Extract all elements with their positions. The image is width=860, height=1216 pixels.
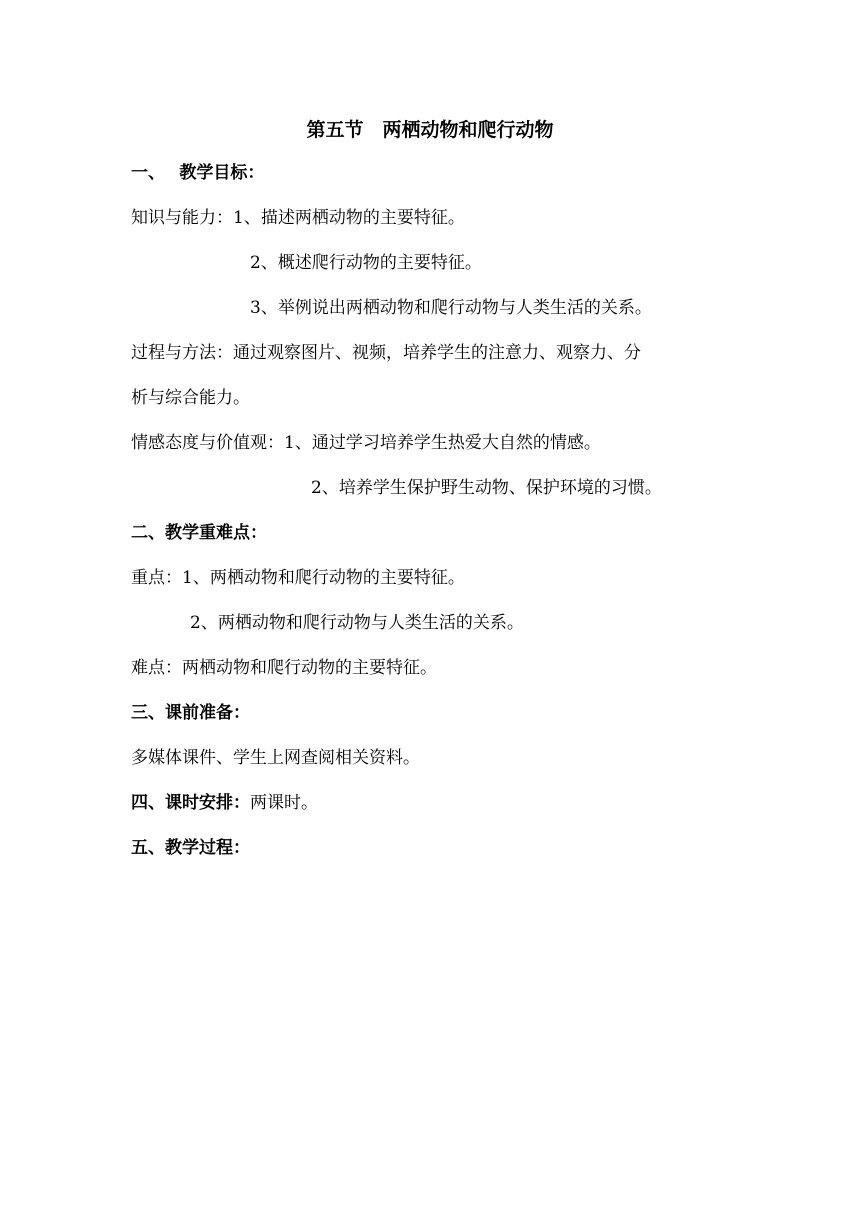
objective-emotion-1: 情感态度与价值观：1、通过学习培养学生热爱大自然的情感。 <box>131 433 601 453</box>
objective-knowledge-1: 知识与能力：1、描述两栖动物的主要特征。 <box>131 208 465 228</box>
document-title: 第五节 两栖动物和爬行动物 <box>306 119 554 141</box>
key-point-2: 2、两栖动物和爬行动物与人类生活的关系。 <box>190 613 524 633</box>
section-heading-process: 五、教学过程： <box>131 838 250 858</box>
objective-process-line-2: 析与综合能力。 <box>131 388 250 408</box>
schedule-line <box>131 791 318 815</box>
key-point-1: 重点：1、两栖动物和爬行动物的主要特征。 <box>131 568 465 588</box>
objective-knowledge-3: 3、举例说出两栖动物和爬行动物与人类生活的关系。 <box>250 298 652 318</box>
preparation-text: 多媒体课件、学生上网查阅相关资料。 <box>131 748 420 768</box>
section-heading-preparation: 三、课前准备： <box>131 703 250 723</box>
objective-process-line-1: 过程与方法：通过观察图片、视频，培养学生的注意力、观察力、分 <box>131 343 641 363</box>
section-heading-objectives: 一、 教学目标： <box>131 163 265 183</box>
section-heading-schedule: 四、课时安排： <box>131 793 250 813</box>
objective-emotion-2: 2、培养学生保护野生动物、保护环境的习惯。 <box>311 478 662 498</box>
difficulty-point: 难点：两栖动物和爬行动物的主要特征。 <box>131 658 437 678</box>
objective-knowledge-2: 2、概述爬行动物的主要特征。 <box>250 253 482 273</box>
schedule-value: 两课时。 <box>250 793 318 813</box>
section-heading-key-points: 二、教学重难点： <box>131 523 267 543</box>
